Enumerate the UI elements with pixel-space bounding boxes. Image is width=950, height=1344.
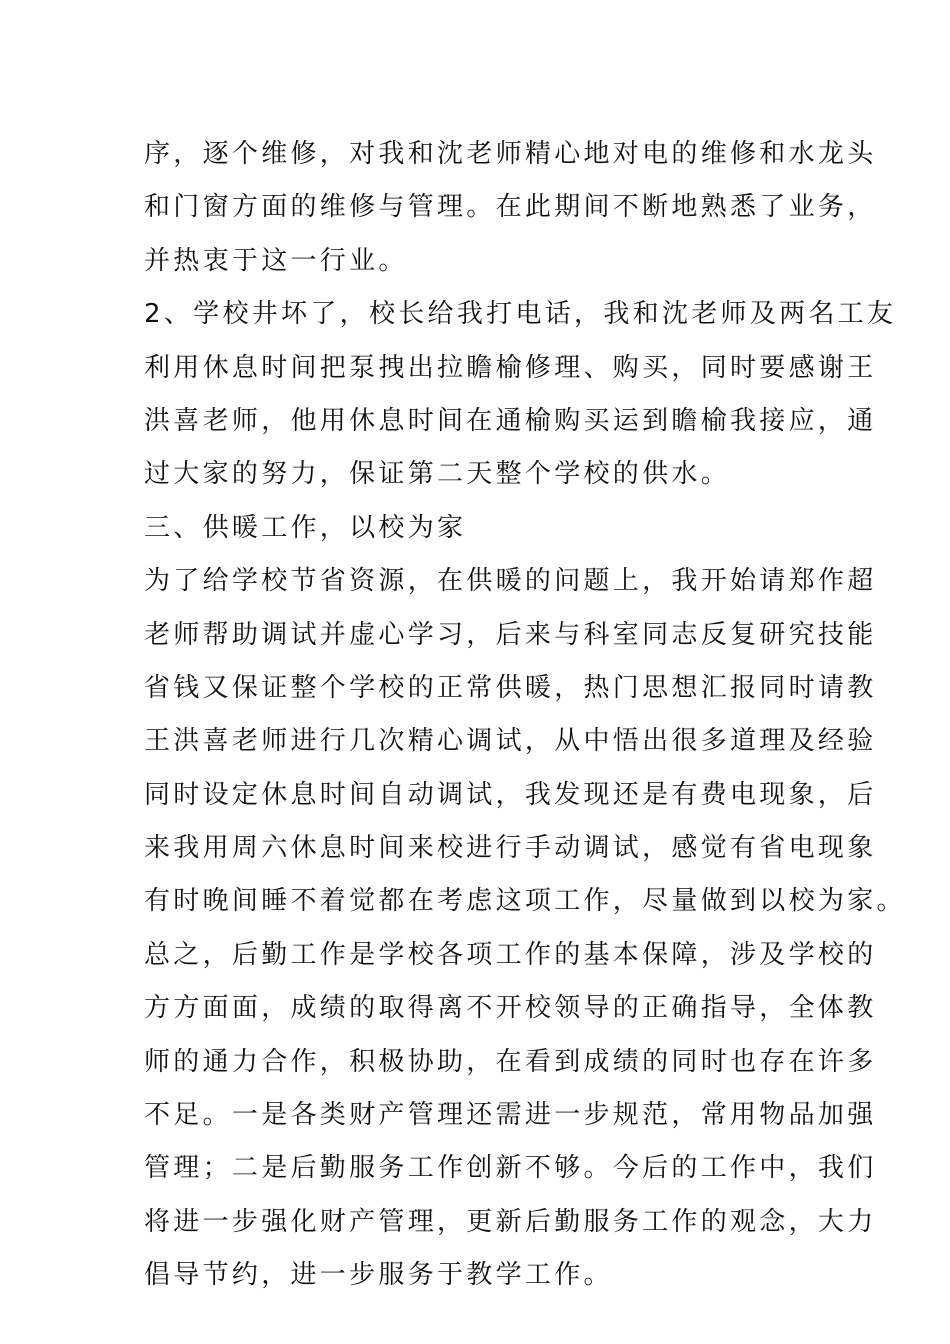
section-heading: 三、供暖工作，以校为家 [144,512,467,543]
text-line: 2、学校井坏了，校长给我打电话，我和沈老师及两名工友 [144,299,897,330]
text-line: 方方面面，成绩的取得离不开校领导的正确指导，全体教 [144,993,877,1024]
text-line: 不足。一是各类财产管理还需进一步规范，常用物品加强 [144,1100,877,1131]
text-line: 和门窗方面的维修与管理。在此期间不断地熟悉了业务， [144,192,877,223]
text-line: 过大家的努力，保证第二天整个学校的供水。 [144,459,731,490]
text-line: 省钱又保证整个学校的正常供暖，热门思想汇报同时请教 [144,672,877,703]
text-line: 序，逐个维修，对我和沈老师精心地对电的维修和水龙头 [144,139,877,169]
text-line: 利用休息时间把泵拽出拉瞻榆修理、购买，同时要感谢王 [144,352,877,383]
text-line: 师的通力合作，积极协助，在看到成绩的同时也存在许多 [144,1046,877,1077]
text-line: 管理；二是后勤服务工作创新不够。今后的工作中，我们 [144,1153,877,1184]
document-body [144,128,906,1303]
text-line: 老师帮助调试并虚心学习，后来与科室同志反复研究技能 [144,619,877,650]
text-line: 王洪喜老师进行几次精心调试，从中悟出很多道理及经验 [144,726,877,757]
text-line: 为了给学校节省资源，在供暖的问题上，我开始请郑作超 [144,566,877,597]
text-line: 并热衷于这一行业。 [144,245,408,276]
text-line: 倡导节约，进一步服务于教学工作。 [144,1260,613,1291]
text-line: 来我用周六休息时间来校进行手动调试，感觉有省电现象 [144,833,877,864]
text-line: 有时晚间睡不着觉都在考虑这项工作，尽量做到以校为家。 [144,886,906,917]
text-line: 总之，后勤工作是学校各项工作的基本保障，涉及学校的 [144,939,877,970]
text-line: 将进一步强化财产管理，更新后勤服务工作的观念，大力 [144,1206,877,1237]
text-line: 洪喜老师，他用休息时间在通榆购买运到瞻榆我接应，通 [144,405,877,436]
text-line: 同时设定休息时间自动调试，我发现还是有费电现象，后 [144,779,877,810]
